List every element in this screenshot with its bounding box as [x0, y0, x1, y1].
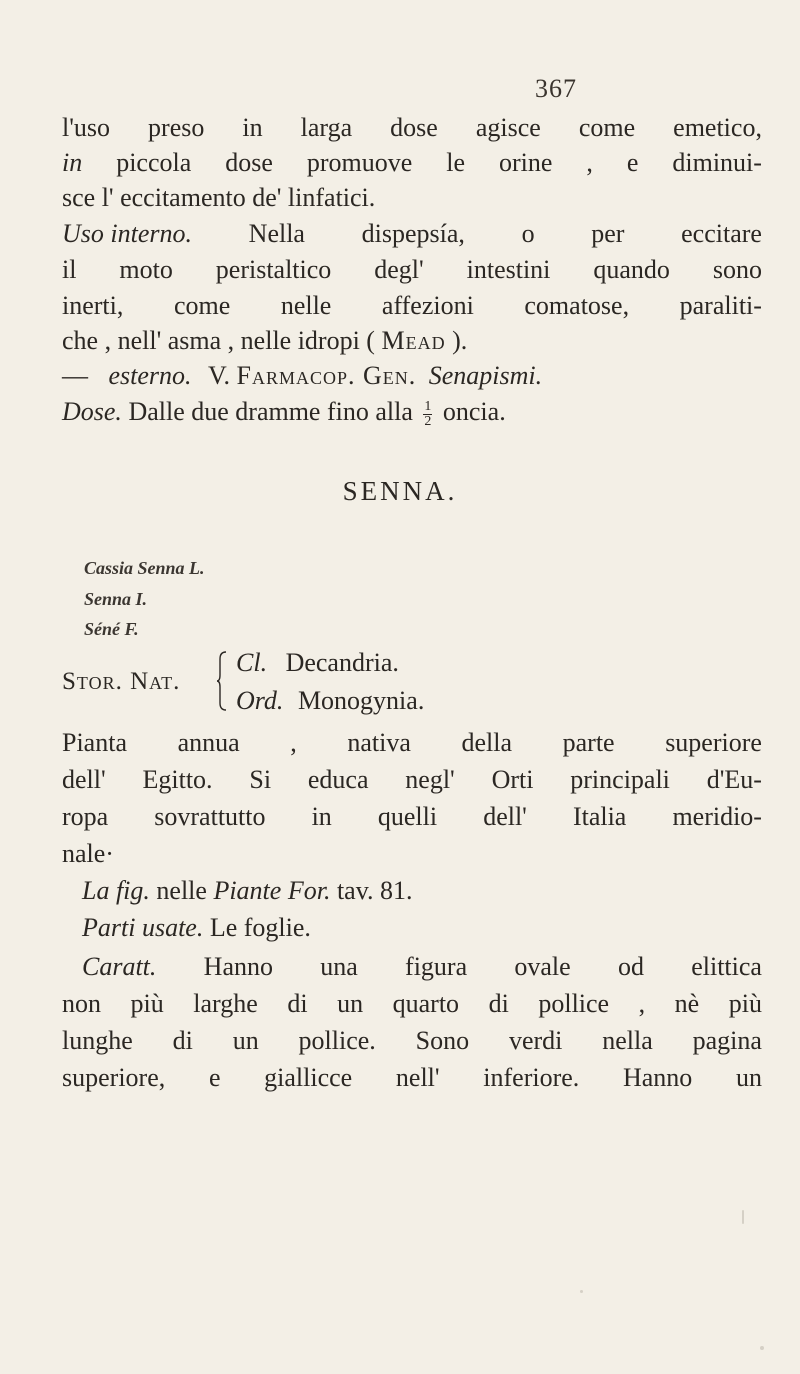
word: Sono: [415, 1026, 470, 1055]
word: elittica: [691, 952, 762, 981]
word: l'uso: [62, 113, 111, 142]
word: un: [337, 989, 364, 1018]
word: superiore,: [62, 1063, 166, 1092]
classification-label: Stor. Nat.: [62, 668, 181, 695]
word: preso: [148, 113, 205, 142]
classification-order: [236, 686, 424, 716]
text-span: Dalle due dramme fino alla: [128, 397, 413, 426]
text-line: [62, 763, 762, 797]
author-name: Mead: [381, 326, 446, 355]
synonym: [84, 589, 147, 610]
word: per: [591, 219, 625, 248]
word: peristaltico: [215, 255, 332, 284]
word: comatose,: [524, 291, 630, 320]
word: intestini: [466, 255, 551, 284]
text-line: [62, 324, 762, 358]
word: ,: [638, 989, 646, 1018]
word: promuove: [306, 148, 413, 177]
word: dell': [62, 765, 106, 794]
class-label: Cl.: [236, 648, 268, 677]
word: in: [311, 802, 332, 831]
fraction-denominator: 2: [424, 413, 432, 429]
word: le: [446, 148, 466, 177]
word: paraliti-: [679, 291, 762, 320]
reference: tav. 81.: [336, 876, 413, 905]
text-line: [62, 359, 762, 393]
text-line: [82, 950, 762, 984]
word: moto: [119, 255, 173, 284]
text-span: ).: [452, 326, 468, 355]
paper-speck: [742, 1210, 744, 1224]
text-line: [82, 911, 782, 945]
word: dell': [483, 802, 527, 831]
synonym-name: Senna: [84, 589, 132, 609]
word: pollice: [538, 989, 610, 1018]
classification-class: [236, 648, 399, 678]
reference-entry: Senapismi.: [428, 361, 543, 390]
word: di: [287, 989, 308, 1018]
synonym-author: F.: [124, 619, 139, 639]
section-label: Dose.: [62, 397, 122, 426]
reference: V.: [208, 361, 230, 390]
fraction-numerator: 1: [424, 398, 432, 414]
word: in: [242, 113, 263, 142]
word: dispepsía,: [361, 219, 465, 248]
word: Hanno: [203, 952, 273, 981]
synonym-name: Cassia Senna: [84, 558, 185, 578]
word: ,: [290, 728, 297, 757]
word: sono: [712, 255, 762, 284]
synonym-author: L.: [189, 558, 205, 578]
word: ,: [586, 148, 593, 177]
word: superiore: [665, 728, 762, 757]
dash: —: [62, 361, 88, 390]
word: od: [617, 952, 644, 981]
text-line: [62, 111, 762, 145]
text-line: [62, 217, 762, 251]
word: negl': [405, 765, 455, 794]
section-label: Uso interno.: [62, 219, 192, 248]
word: dose: [390, 113, 438, 142]
text-span: nelle: [156, 876, 207, 905]
text-line: [62, 289, 762, 323]
fraction: [423, 400, 432, 429]
section-label: esterno.: [108, 361, 192, 390]
word: quando: [593, 255, 670, 284]
word: eccitare: [681, 219, 762, 248]
word: quarto: [392, 989, 460, 1018]
text-line: sce l' eccitamento de' linfatici.: [62, 183, 376, 212]
word: Orti: [491, 765, 534, 794]
word: verdi: [508, 1026, 563, 1055]
word: degl': [374, 255, 424, 284]
word: parte: [562, 728, 615, 757]
section-label: Parti usate.: [82, 913, 204, 942]
word: pollice.: [298, 1026, 376, 1055]
page-number: 367: [535, 74, 577, 103]
word: figura: [405, 952, 468, 981]
word: larghe: [193, 989, 258, 1018]
word: più: [728, 989, 762, 1018]
synonym: [84, 558, 205, 579]
word: sovrattutto: [154, 802, 266, 831]
word: o: [521, 219, 535, 248]
word: Hanno: [622, 1063, 693, 1092]
word: ovale: [514, 952, 571, 981]
order-value: Monogynia.: [297, 686, 425, 715]
text-line: [82, 874, 782, 908]
word: nativa: [347, 728, 411, 757]
word: quelli: [377, 802, 438, 831]
word: d'Eu-: [706, 765, 762, 794]
word: principali: [570, 765, 670, 794]
word: annua: [177, 728, 240, 757]
word: in: [62, 148, 83, 177]
word: pagina: [692, 1026, 762, 1055]
word: educa: [307, 765, 369, 794]
word: più: [130, 989, 164, 1018]
word: meridio-: [672, 802, 762, 831]
word: come: [173, 291, 231, 320]
word: Nella: [248, 219, 305, 248]
word: lunghe: [62, 1026, 133, 1055]
word: di: [172, 1026, 193, 1055]
word: diminui-: [672, 148, 762, 177]
text-line: nale·: [62, 839, 114, 868]
word: nè: [674, 989, 700, 1018]
word: ropa: [62, 802, 109, 831]
text-line: [62, 395, 762, 429]
reference-title: Piante For.: [213, 876, 331, 905]
word: Si: [249, 765, 272, 794]
text-line: [62, 1024, 762, 1058]
text-line: [62, 1061, 762, 1095]
word: inerti,: [62, 291, 124, 320]
word: una: [320, 952, 358, 981]
paper-speck: [760, 1346, 764, 1350]
order-label: Ord.: [236, 686, 284, 715]
word: larga: [300, 113, 353, 142]
word: e: [208, 1063, 221, 1092]
word: Italia: [572, 802, 627, 831]
word: il: [62, 255, 77, 284]
text-line: [62, 253, 762, 287]
text-line: [62, 800, 762, 834]
section-label: Caratt.: [82, 952, 157, 981]
word: inferiore.: [483, 1063, 580, 1092]
word: un: [232, 1026, 259, 1055]
word: dose: [225, 148, 273, 177]
word: come: [578, 113, 636, 142]
word: della: [461, 728, 513, 757]
text-span: oncia.: [442, 397, 506, 426]
word: orine: [499, 148, 553, 177]
word: Pianta: [62, 728, 127, 757]
synonym-author: I.: [135, 589, 148, 609]
word: nella: [602, 1026, 653, 1055]
reference-title: Farmacop. Gen.: [236, 361, 417, 390]
word: emetico,: [673, 113, 762, 142]
word: Egitto.: [142, 765, 213, 794]
entry-heading: SENNA.: [342, 476, 458, 506]
word: di: [488, 989, 509, 1018]
word: non: [62, 989, 101, 1018]
section-label: La fig.: [82, 876, 150, 905]
text-span: che , nell' asma , nelle idropi (: [62, 326, 375, 355]
word: piccola: [116, 148, 192, 177]
paper-speck: [580, 1290, 583, 1293]
brace-icon: [216, 651, 228, 711]
class-value: Decandria.: [285, 648, 399, 677]
text-line: [62, 146, 762, 180]
word: un: [736, 1063, 762, 1092]
text-line: [62, 987, 762, 1021]
text-line: [62, 726, 762, 760]
text-span: Le foglie.: [209, 913, 311, 942]
word: e: [626, 148, 639, 177]
word: giallicce: [264, 1063, 353, 1092]
word: nelle: [280, 291, 332, 320]
synonym: [84, 619, 139, 640]
word: nell': [395, 1063, 440, 1092]
word: agisce: [475, 113, 541, 142]
word: affezioni: [381, 291, 474, 320]
synonym-name: Séné: [84, 619, 120, 639]
